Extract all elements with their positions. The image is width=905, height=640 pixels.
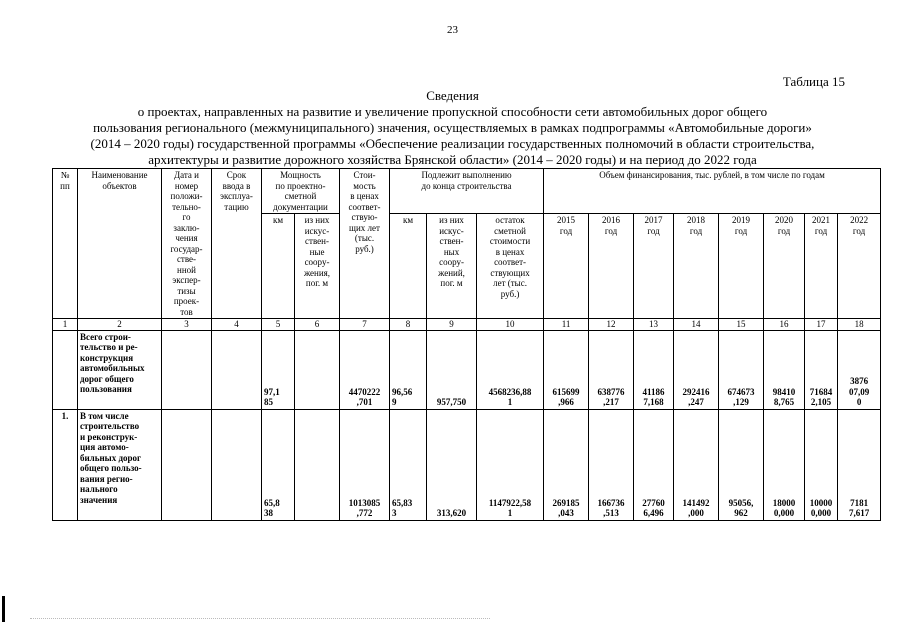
column-number: 7 bbox=[340, 319, 390, 331]
table-row-total bbox=[53, 330, 881, 409]
header-cap-art: из них искус- ствен- ные соору- жения, пог. м bbox=[295, 214, 340, 319]
row-year-2020: 98410 8,765 bbox=[764, 330, 805, 409]
row-name: В том числе строительство и реконструк- ция автомо- бильных дорог общего пользо- вания регио- нального значения bbox=[78, 409, 162, 520]
row-name: Всего строи- тельство и ре- конструкция автомобильных дорог общего пользования bbox=[78, 330, 162, 409]
column-number: 5 bbox=[262, 319, 295, 331]
header-year-2015: 2015 год bbox=[544, 214, 589, 319]
header-name: Наименование объектов bbox=[78, 169, 162, 319]
header-year-2022: 2022 год bbox=[838, 214, 881, 319]
row-rem-balance: 4568236,88 1 bbox=[477, 330, 544, 409]
row-year-2019: 674673 ,129 bbox=[719, 330, 764, 409]
row-cost: 4470222 ,701 bbox=[340, 330, 390, 409]
header-date: Дата и номер положи- тельно- го заклю- чения государ- стве- нной экспер- тизы проек- тов bbox=[162, 169, 212, 319]
heading-line-2: о проектах, направленных на развитие и увеличение пропускной способности сети автомобильных дорог общего bbox=[137, 104, 768, 119]
row-rem-km: 65,83 3 bbox=[390, 409, 427, 520]
header-year-2021: 2021 год bbox=[805, 214, 838, 319]
header-cost: Стои- мость в ценах соответ- ствую- щих лет (тыс. руб.) bbox=[340, 169, 390, 319]
row-term bbox=[212, 409, 262, 520]
header-capacity: Мощность по проектно- сметной документации bbox=[262, 169, 340, 214]
column-number: 9 bbox=[427, 319, 477, 331]
column-number: 14 bbox=[674, 319, 719, 331]
header-year-2018: 2018 год bbox=[674, 214, 719, 319]
row-year-2019: 95056, 962 bbox=[719, 409, 764, 520]
header-cap-km: км bbox=[262, 214, 295, 319]
row-date bbox=[162, 330, 212, 409]
row-year-2015: 615699 ,966 bbox=[544, 330, 589, 409]
row-year-2016: 638776 ,217 bbox=[589, 330, 634, 409]
row-year-2017: 41186 7,168 bbox=[634, 330, 674, 409]
column-number: 16 bbox=[764, 319, 805, 331]
column-number: 15 bbox=[719, 319, 764, 331]
row-date bbox=[162, 409, 212, 520]
header-row-1 bbox=[53, 169, 881, 214]
row-rem-art: 313,620 bbox=[427, 409, 477, 520]
header-no: № пп bbox=[53, 169, 78, 319]
row-year-2018: 292416 ,247 bbox=[674, 330, 719, 409]
column-number: 2 bbox=[78, 319, 162, 331]
header-funding: Объем финансирования, тыс. рублей, в том числе по годам bbox=[544, 169, 881, 214]
row-rem-balance: 1147922,58 1 bbox=[477, 409, 544, 520]
header-year-2020: 2020 год bbox=[764, 214, 805, 319]
heading-line-3: пользования регионального (межмуниципального) значения, осуществляемых в рамках подпрограммы «Автомобильные дороги» bbox=[93, 120, 812, 135]
row-year-2020: 18000 0,000 bbox=[764, 409, 805, 520]
header-rem-balance: остаток сметной стоимости в ценах соответ- ствующих лет (тыс. руб.) bbox=[477, 214, 544, 319]
document-heading bbox=[0, 88, 905, 168]
row-year-2022: 7181 7,617 bbox=[838, 409, 881, 520]
row-cap-km: 97,1 85 bbox=[262, 330, 295, 409]
row-year-2022: 3876 07,09 0 bbox=[838, 330, 881, 409]
column-number: 12 bbox=[589, 319, 634, 331]
row-cap-km: 65,8 38 bbox=[262, 409, 295, 520]
row-year-2018: 141492 ,000 bbox=[674, 409, 719, 520]
column-number-row bbox=[53, 319, 881, 331]
page-number: 23 bbox=[447, 24, 458, 36]
row-year-2016: 166736 ,513 bbox=[589, 409, 634, 520]
header-remaining: Подлежит выполнению до конца строительства bbox=[390, 169, 544, 214]
row-no: 1. bbox=[53, 409, 78, 520]
column-number: 10 bbox=[477, 319, 544, 331]
row-year-2017: 27760 6,496 bbox=[634, 409, 674, 520]
row-cost: 1013085 ,772 bbox=[340, 409, 390, 520]
header-year-2016: 2016 год bbox=[589, 214, 634, 319]
heading-line-4: (2014 – 2020 годы) государственной программы «Обеспечение реализации государственных полномочий в области строительства, bbox=[90, 136, 815, 151]
binding-margin-mark bbox=[2, 596, 5, 622]
column-number: 13 bbox=[634, 319, 674, 331]
column-number: 4 bbox=[212, 319, 262, 331]
heading-line-5: архитектуры и развитие дорожного хозяйства Брянской области» (2014 – 2020 годы) и на период до 2022 года bbox=[148, 152, 757, 167]
row-cap-art bbox=[295, 330, 340, 409]
column-number: 8 bbox=[390, 319, 427, 331]
row-term bbox=[212, 330, 262, 409]
column-number: 3 bbox=[162, 319, 212, 331]
row-cap-art bbox=[295, 409, 340, 520]
row-rem-km: 96,56 9 bbox=[390, 330, 427, 409]
column-number: 1 bbox=[53, 319, 78, 331]
row-year-2021: 10000 0,000 bbox=[805, 409, 838, 520]
table-row-regional bbox=[53, 409, 881, 520]
header-year-2017: 2017 год bbox=[634, 214, 674, 319]
header-year-2019: 2019 год bbox=[719, 214, 764, 319]
table-label: Таблица 15 bbox=[782, 74, 845, 89]
header-term: Срок ввода в эксплуа- тацию bbox=[212, 169, 262, 319]
heading-line-1: Сведения bbox=[426, 88, 479, 103]
header-rem-km: км bbox=[390, 214, 427, 319]
column-number: 17 bbox=[805, 319, 838, 331]
row-year-2015: 269185 ,043 bbox=[544, 409, 589, 520]
row-year-2021: 71684 2,105 bbox=[805, 330, 838, 409]
column-number: 11 bbox=[544, 319, 589, 331]
header-rem-art: из них искус- ствен- ных соору- жений, пог. м bbox=[427, 214, 477, 319]
column-number: 18 bbox=[838, 319, 881, 331]
row-rem-art: 957,750 bbox=[427, 330, 477, 409]
column-number: 6 bbox=[295, 319, 340, 331]
row-no bbox=[53, 330, 78, 409]
projects-table bbox=[52, 168, 881, 521]
scan-artifact-line bbox=[30, 618, 490, 619]
